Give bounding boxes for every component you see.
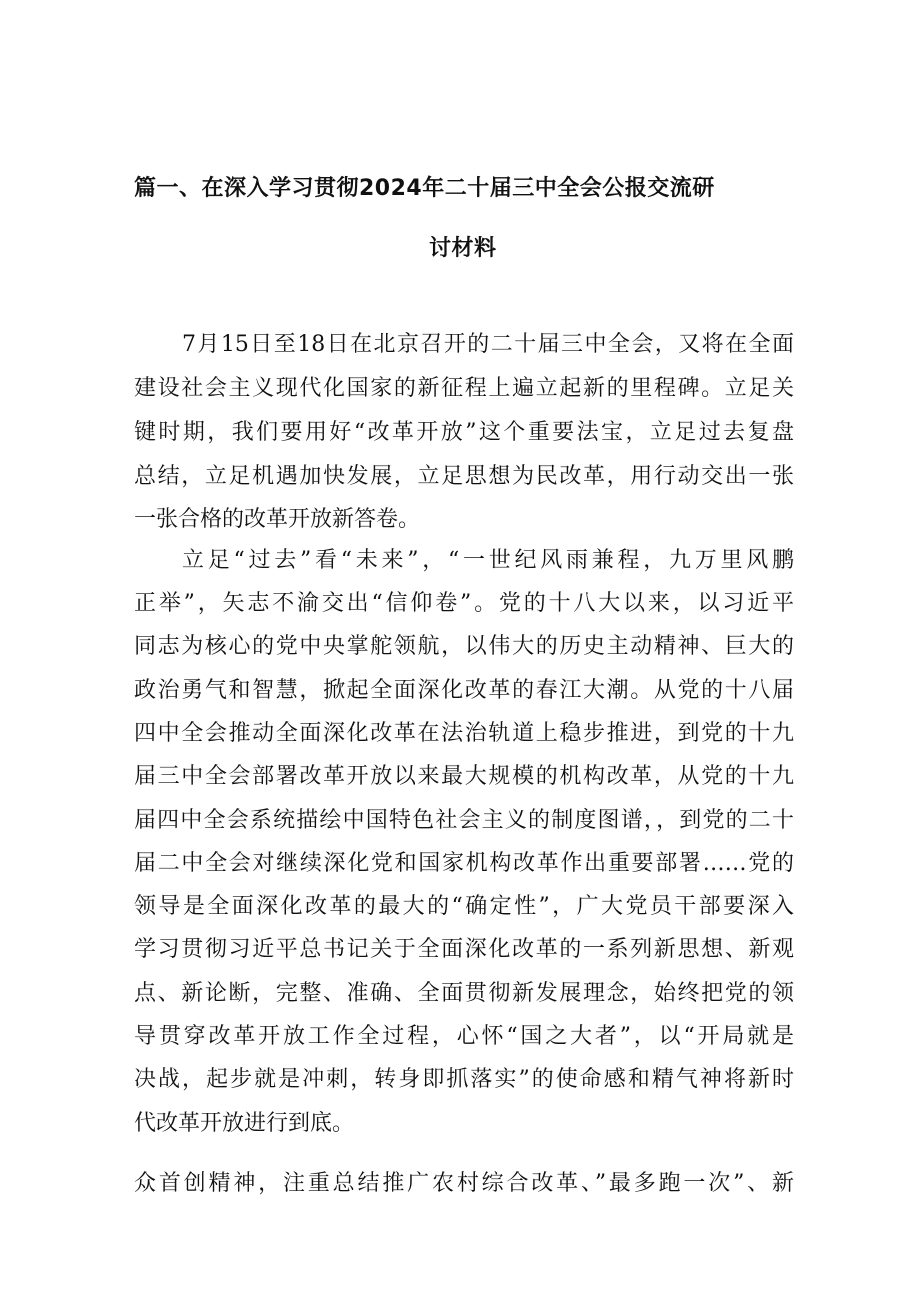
paragraph-line: 代改革开放进行到底。	[134, 1111, 355, 1136]
document-title-line-1: 篇一、在深入学习贯彻2024年二十届三中全会公报交流研	[134, 176, 715, 201]
document-title-line-2: 讨材料	[429, 236, 497, 261]
paragraph-line: 点、新论断，完整、准确、全面贯彻新发展理念，始终把党的领	[134, 981, 794, 1006]
paragraph-line: 键时期，我们要用好“改革开放”这个重要法宝，立足过去复盘	[134, 420, 794, 445]
paragraph-line: 学习贯彻习近平总书记关于全面深化改革的一系列新思想、新观	[134, 937, 794, 962]
paragraph-line: 政治勇气和智慧，掀起全面深化改革的春江大潮。从党的十八届	[134, 678, 794, 703]
paragraph-line: 届二中全会对继续深化党和国家机构改革作出重要部署……党的	[134, 851, 794, 876]
paragraph-line: 一张合格的改革开放新答卷。	[134, 507, 421, 532]
paragraph-line: 同志为核心的党中央掌舵领航，以伟大的历史主动精神、巨大的	[134, 634, 794, 659]
paragraph-line: 众首创精神，注重总结推广农村综合改革、”最多跑一次”、新	[134, 1171, 794, 1196]
paragraph-line: 正举”，矢志不渝交出“信仰卷”。党的十八大以来，以习近平	[134, 591, 794, 616]
paragraph-line: 领导是全面深化改革的最大的“确定性”，广大党员干部要深入	[134, 894, 794, 919]
paragraph-line: 建设社会主义现代化国家的新征程上遍立起新的里程碑。立足关	[134, 376, 794, 401]
paragraph-line: 届四中全会系统描绘中国特色社会主义的制度图谱，，到党的二十	[134, 808, 794, 833]
paragraph-line: 总结，立足机遇加快发展，立足思想为民改革，用行动交出一张	[134, 464, 794, 489]
paragraph-line: 立足“过去”看“未来”，“一世纪风雨兼程，九万里风鹏	[182, 548, 794, 573]
paragraph-line: 四中全会推动全面深化改革在法治轨道上稳步推进，到党的十九	[134, 721, 794, 746]
paragraph-line: 7月15日至18日在北京召开的二十届三中全会，又将在全面	[182, 332, 794, 357]
paragraph-line: 导贯穿改革开放工作全过程，心怀“国之大者”，以“开局就是	[134, 1024, 794, 1049]
paragraph-line: 届三中全会部署改革开放以来最大规模的机构改革，从党的十九	[134, 764, 794, 789]
paragraph-line: 决战，起步就是冲刺，转身即抓落实”的使命感和精气神将新时	[134, 1067, 794, 1092]
